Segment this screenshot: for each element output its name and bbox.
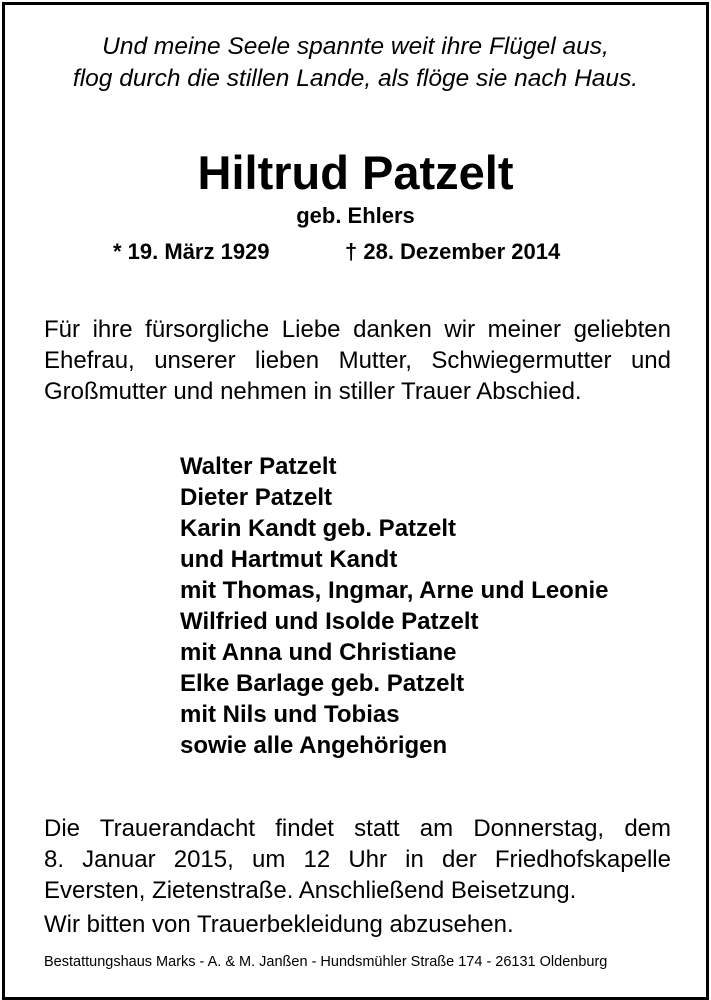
death-date: † 28. Dezember 2014 (345, 239, 561, 264)
thanks-line: Großmutter und nehmen in stiller Trauer Abschied. (44, 378, 582, 405)
family-member: mit Thomas, Ingmar, Arne und Leonie (180, 577, 609, 604)
motto-line-2: flog durch die stillen Lande, als flöge sie nach Haus. (72, 65, 639, 92)
family-member: sowie alle Angehörigen (180, 732, 448, 759)
thanks-line: Ehefrau, unserer lieben Mutter, Schwiegermutter und (44, 347, 671, 374)
service-line: Eversten, Zietenstraße. Anschließend Beisetzung. (44, 877, 577, 904)
funeral-home-footer: Bestattungshaus Marks - A. & M. Janßen - Hundsmühler Straße 174 - 26131 Oldenburg (44, 954, 608, 970)
family-member: und Hartmut Kandt (180, 546, 398, 573)
family-member: mit Nils und Tobias (180, 701, 400, 728)
family-list (180, 451, 609, 761)
thanks-paragraph (44, 314, 671, 407)
thanks-line: Für ihre fürsorgliche Liebe danken wir meiner geliebten (44, 316, 671, 343)
service-line: 8. Januar 2015, um 12 Uhr in der Friedhofskapelle (44, 846, 671, 873)
family-member: mit Anna und Christiane (180, 639, 457, 666)
maiden-name: geb. Ehlers (296, 203, 415, 228)
clothing-request: Wir bitten von Trauerbekleidung abzusehen. (44, 911, 514, 938)
motto-verse (0, 31, 711, 95)
service-paragraph (44, 813, 671, 906)
family-member: Karin Kandt geb. Patzelt (180, 515, 457, 542)
deceased-name: Hiltrud Patzelt (197, 146, 514, 199)
service-line: Die Trauerandacht findet statt am Donnerstag, dem (44, 815, 671, 842)
family-member: Dieter Patzelt (180, 484, 333, 511)
motto-line-1: Und meine Seele spannte weit ihre Flügel aus, (102, 33, 609, 60)
family-member: Walter Patzelt (180, 453, 337, 480)
family-member: Elke Barlage geb. Patzelt (180, 670, 465, 697)
birth-date: * 19. März 1929 (113, 239, 270, 264)
family-member: Wilfried und Isolde Patzelt (180, 608, 479, 635)
